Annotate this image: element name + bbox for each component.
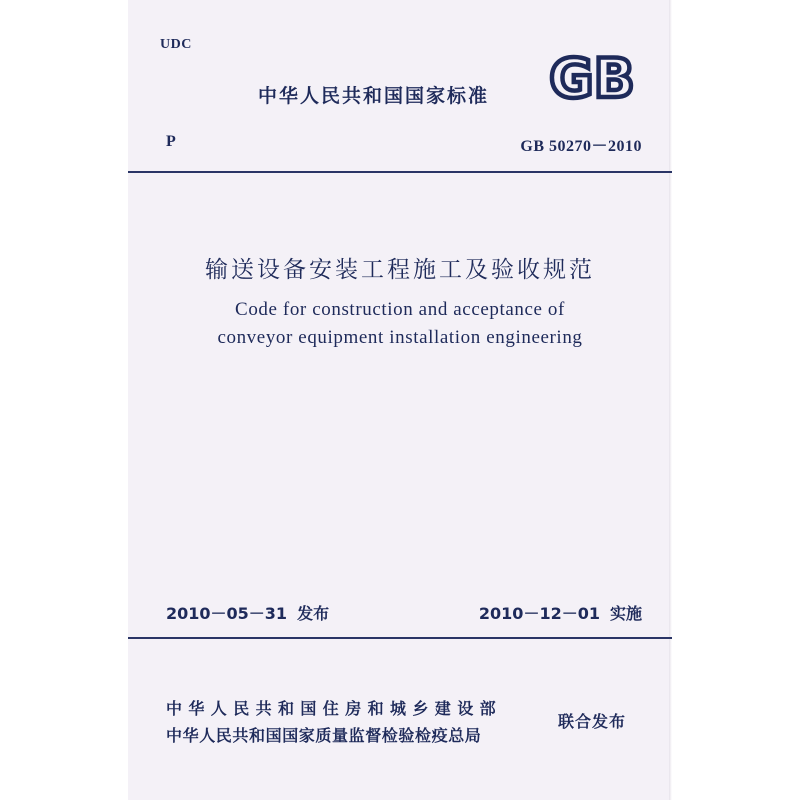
issuer-ministry: 中华人民共和国住房和城乡建设部 [166,699,503,718]
bottom-rule [128,637,672,639]
title-english-line2: conveyor equipment installation engineering [217,327,583,348]
category-code: P [166,133,176,150]
implementation-date [479,601,642,624]
issue-date-label: 发布 [297,604,330,623]
issue-date-value: 2010－05－31 [166,604,288,623]
standard-cover [128,0,672,800]
issuer-aqsiq: 中华人民共和国国家质量监督检验检疫总局 [166,726,482,745]
standard-number: GB 50270－2010 [520,138,642,155]
implementation-date-label: 实施 [609,604,642,623]
implementation-date-value: 2010－12－01 [478,604,600,623]
cover-edge [669,0,672,800]
udc-label: UDC [160,37,192,52]
joint-issue-label: 联合发布 [558,712,627,731]
standard-title: 中华人民共和国国家标准 [258,85,490,107]
title-english-line1: Code for construction and acceptance of [235,299,565,320]
issue-date [166,601,329,624]
gb-logo-text: GB [549,50,635,104]
title-chinese: 输送设备安装工程施工及验收规范 [205,257,595,283]
top-rule [128,171,672,173]
gb-logo [542,50,642,104]
